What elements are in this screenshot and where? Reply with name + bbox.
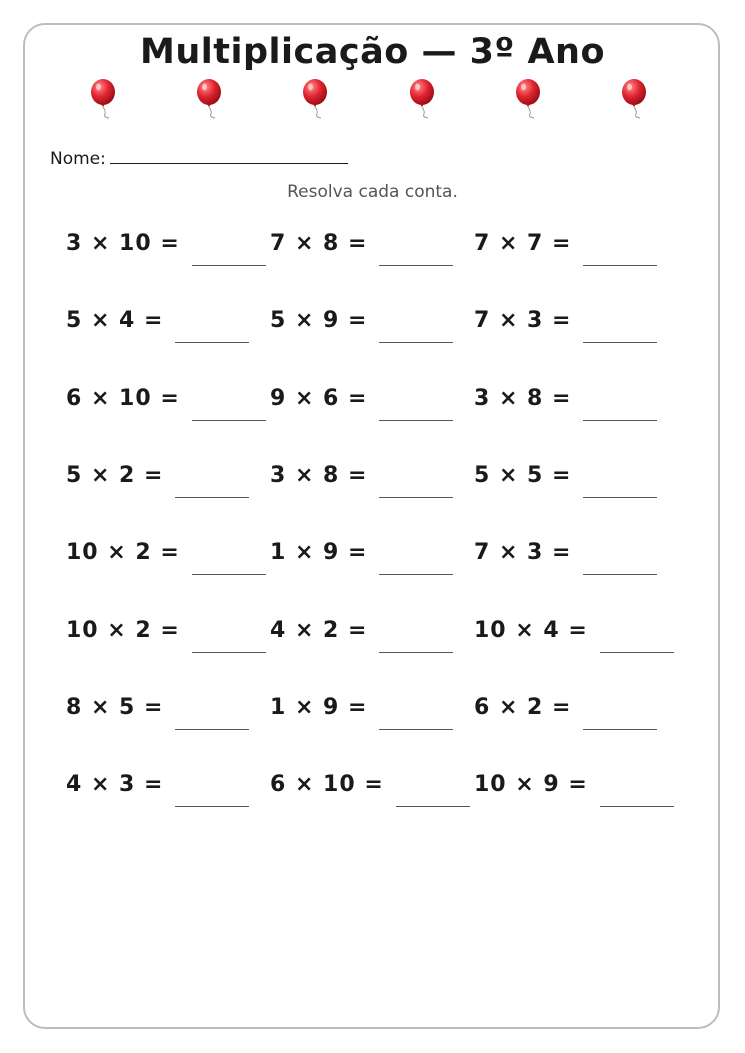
answer-blank-line[interactable] [379, 728, 453, 730]
red-balloon-icon [515, 79, 543, 119]
problem-expression: 3 × 8 = [270, 462, 368, 488]
problem-item [66, 378, 266, 418]
problem-expression: 5 × 5 = [474, 462, 572, 488]
red-balloon-icon [302, 79, 330, 119]
problem-expression: 6 × 10 = [66, 385, 180, 411]
problem-item [474, 610, 674, 650]
answer-blank-line[interactable] [192, 264, 266, 266]
problem-expression: 1 × 9 = [270, 694, 368, 720]
problem-expression: 10 × 2 = [66, 539, 180, 565]
answer-blank-line[interactable] [379, 419, 453, 421]
problem-expression: 4 × 2 = [270, 617, 368, 643]
problem-item [474, 223, 657, 263]
answer-blank-line[interactable] [379, 341, 453, 343]
problem-item [474, 687, 657, 727]
answer-blank-line[interactable] [175, 341, 249, 343]
problem-expression: 10 × 9 = [474, 771, 588, 797]
answer-blank-line[interactable] [600, 805, 674, 807]
answer-blank-line[interactable] [175, 496, 249, 498]
name-label: Nome: [50, 149, 106, 169]
problem-item [474, 378, 657, 418]
problem-item [66, 300, 249, 340]
answer-blank-line[interactable] [583, 573, 657, 575]
problem-expression: 9 × 6 = [270, 385, 368, 411]
problem-expression: 5 × 9 = [270, 307, 368, 333]
problem-expression: 5 × 4 = [66, 307, 164, 333]
problem-item [270, 687, 453, 727]
problem-item [270, 610, 453, 650]
problem-item [270, 223, 453, 263]
answer-blank-line[interactable] [583, 728, 657, 730]
answer-blank-line[interactable] [192, 651, 266, 653]
problem-expression: 3 × 10 = [66, 230, 180, 256]
instruction-text: Resolva cada conta. [287, 182, 458, 202]
answer-blank-line[interactable] [175, 728, 249, 730]
worksheet-title: Multiplicação — 3º Ano [140, 32, 605, 72]
problem-expression: 7 × 3 = [474, 539, 572, 565]
problem-item [66, 223, 266, 263]
problem-expression: 6 × 10 = [270, 771, 384, 797]
answer-blank-line[interactable] [379, 573, 453, 575]
problem-item [66, 610, 266, 650]
problem-item [66, 687, 249, 727]
problem-expression: 1 × 9 = [270, 539, 368, 565]
red-balloon-icon [409, 79, 437, 119]
problem-expression: 3 × 8 = [474, 385, 572, 411]
answer-blank-line[interactable] [192, 573, 266, 575]
name-blank-line[interactable] [110, 145, 348, 164]
problem-expression: 10 × 4 = [474, 617, 588, 643]
balloon-row [0, 79, 745, 119]
answer-blank-line[interactable] [583, 341, 657, 343]
answer-blank-line[interactable] [583, 496, 657, 498]
problem-item [270, 455, 453, 495]
problem-expression: 6 × 2 = [474, 694, 572, 720]
answer-blank-line[interactable] [379, 651, 453, 653]
problem-item [66, 532, 266, 572]
answer-blank-line[interactable] [583, 264, 657, 266]
problem-expression: 4 × 3 = [66, 771, 164, 797]
answer-blank-line[interactable] [379, 496, 453, 498]
problem-expression: 10 × 2 = [66, 617, 180, 643]
answer-blank-line[interactable] [600, 651, 674, 653]
problem-item [474, 764, 674, 804]
problem-item [270, 378, 453, 418]
answer-blank-line[interactable] [192, 419, 266, 421]
answer-blank-line[interactable] [379, 264, 453, 266]
problem-expression: 7 × 8 = [270, 230, 368, 256]
red-balloon-icon [621, 79, 649, 119]
red-balloon-icon [196, 79, 224, 119]
answer-blank-line[interactable] [583, 419, 657, 421]
answer-blank-line[interactable] [396, 805, 470, 807]
problem-expression: 7 × 7 = [474, 230, 572, 256]
worksheet-frame [23, 23, 720, 1029]
red-balloon-icon [90, 79, 118, 119]
answer-blank-line[interactable] [175, 805, 249, 807]
problem-expression: 7 × 3 = [474, 307, 572, 333]
problem-expression: 5 × 2 = [66, 462, 164, 488]
problem-item [66, 764, 249, 804]
problem-item [66, 455, 249, 495]
problem-item [474, 300, 657, 340]
problem-expression: 8 × 5 = [66, 694, 164, 720]
problem-item [474, 532, 657, 572]
problem-item [270, 764, 470, 804]
problem-item [474, 455, 657, 495]
name-field[interactable] [50, 145, 348, 169]
problem-item [270, 300, 453, 340]
problem-item [270, 532, 453, 572]
